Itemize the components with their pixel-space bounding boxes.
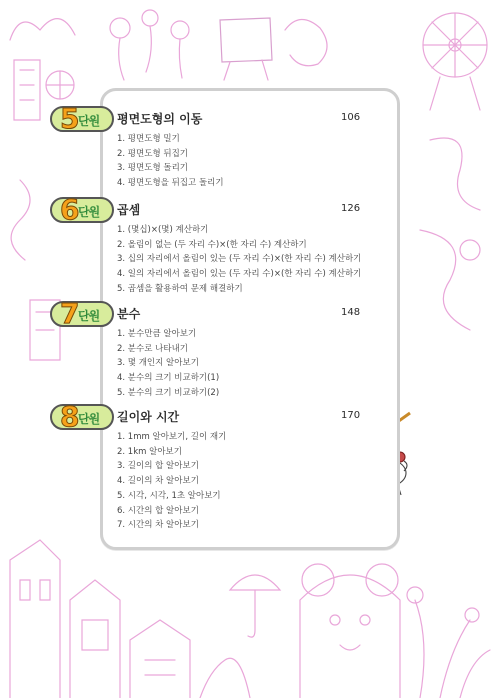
lesson-item: 6. 시간의 합 알아보기 — [117, 505, 199, 516]
lesson-list — [117, 132, 224, 191]
lesson-item: 5. 시각, 시각, 1초 알아보기 — [117, 490, 221, 501]
lesson-item: 1. 1mm 알아보기, 길이 재기 — [117, 432, 227, 442]
unit-page-number: 106 — [341, 112, 361, 123]
unit-title: 곱셈 — [117, 203, 141, 217]
unit-word: 단원 — [78, 205, 100, 219]
lesson-item: 3. 길이의 합 알아보기 — [117, 461, 199, 472]
lesson-item: 2. 분수로 나타내기 — [117, 343, 188, 354]
unit-title: 평면도형의 이동 — [117, 112, 203, 126]
unit-word: 단원 — [78, 412, 100, 426]
lesson-item: 2. 1km 알아보기 — [117, 446, 182, 457]
lesson-list — [117, 223, 361, 297]
unit-number: 8 — [60, 400, 80, 433]
lesson-list — [117, 327, 219, 401]
unit-number: 7 — [60, 297, 80, 330]
unit-page-number: 148 — [341, 307, 361, 318]
lesson-item: 5. 곱셈을 활용하여 문제 해결하기 — [117, 283, 243, 294]
unit-page-number: 126 — [341, 203, 361, 214]
lesson-item: 1. (몇십)×(몇) 계산하기 — [117, 225, 209, 235]
unit-8-badge — [50, 400, 114, 433]
unit-5-badge — [50, 102, 114, 135]
lesson-list — [117, 430, 226, 533]
lesson-item: 4. 길이의 차 알아보기 — [117, 476, 199, 487]
lesson-item: 4. 평면도형을 뒤집고 돌리기 — [117, 178, 224, 189]
lesson-item: 1. 분수만큼 알아보기 — [117, 329, 197, 339]
unit-7-badge — [50, 297, 114, 330]
unit-number: 6 — [60, 193, 80, 226]
lesson-item: 1. 평면도형 밀기 — [117, 134, 180, 144]
lesson-item: 3. 평면도형 돌리기 — [117, 163, 188, 174]
unit-word: 단원 — [78, 309, 100, 323]
lesson-item: 4. 분수의 크기 비교하기(1) — [117, 373, 220, 384]
unit-title: 길이와 시간 — [117, 410, 180, 424]
lesson-item: 2. 올림이 없는 (두 자리 수)×(한 자리 수) 계산하기 — [117, 239, 307, 250]
lesson-item: 2. 평면도형 뒤집기 — [117, 148, 188, 159]
lesson-item: 5. 분수의 크기 비교하기(2) — [117, 387, 220, 398]
unit-number: 5 — [60, 102, 80, 135]
unit-word: 단원 — [78, 114, 100, 128]
unit-page-number: 170 — [341, 410, 361, 421]
lesson-item: 3. 몇 개인지 알아보기 — [117, 358, 199, 369]
unit-6-badge — [50, 193, 114, 226]
lesson-item: 4. 일의 자리에서 올림이 있는 (두 자리 수)×(한 자리 수) 계산하기 — [117, 269, 362, 280]
unit-title: 분수 — [117, 307, 141, 321]
lesson-item: 3. 십의 자리에서 올림이 있는 (두 자리 수)×(한 자리 수) 계산하기 — [117, 254, 362, 265]
lesson-item: 7. 시간의 차 알아보기 — [117, 520, 199, 531]
